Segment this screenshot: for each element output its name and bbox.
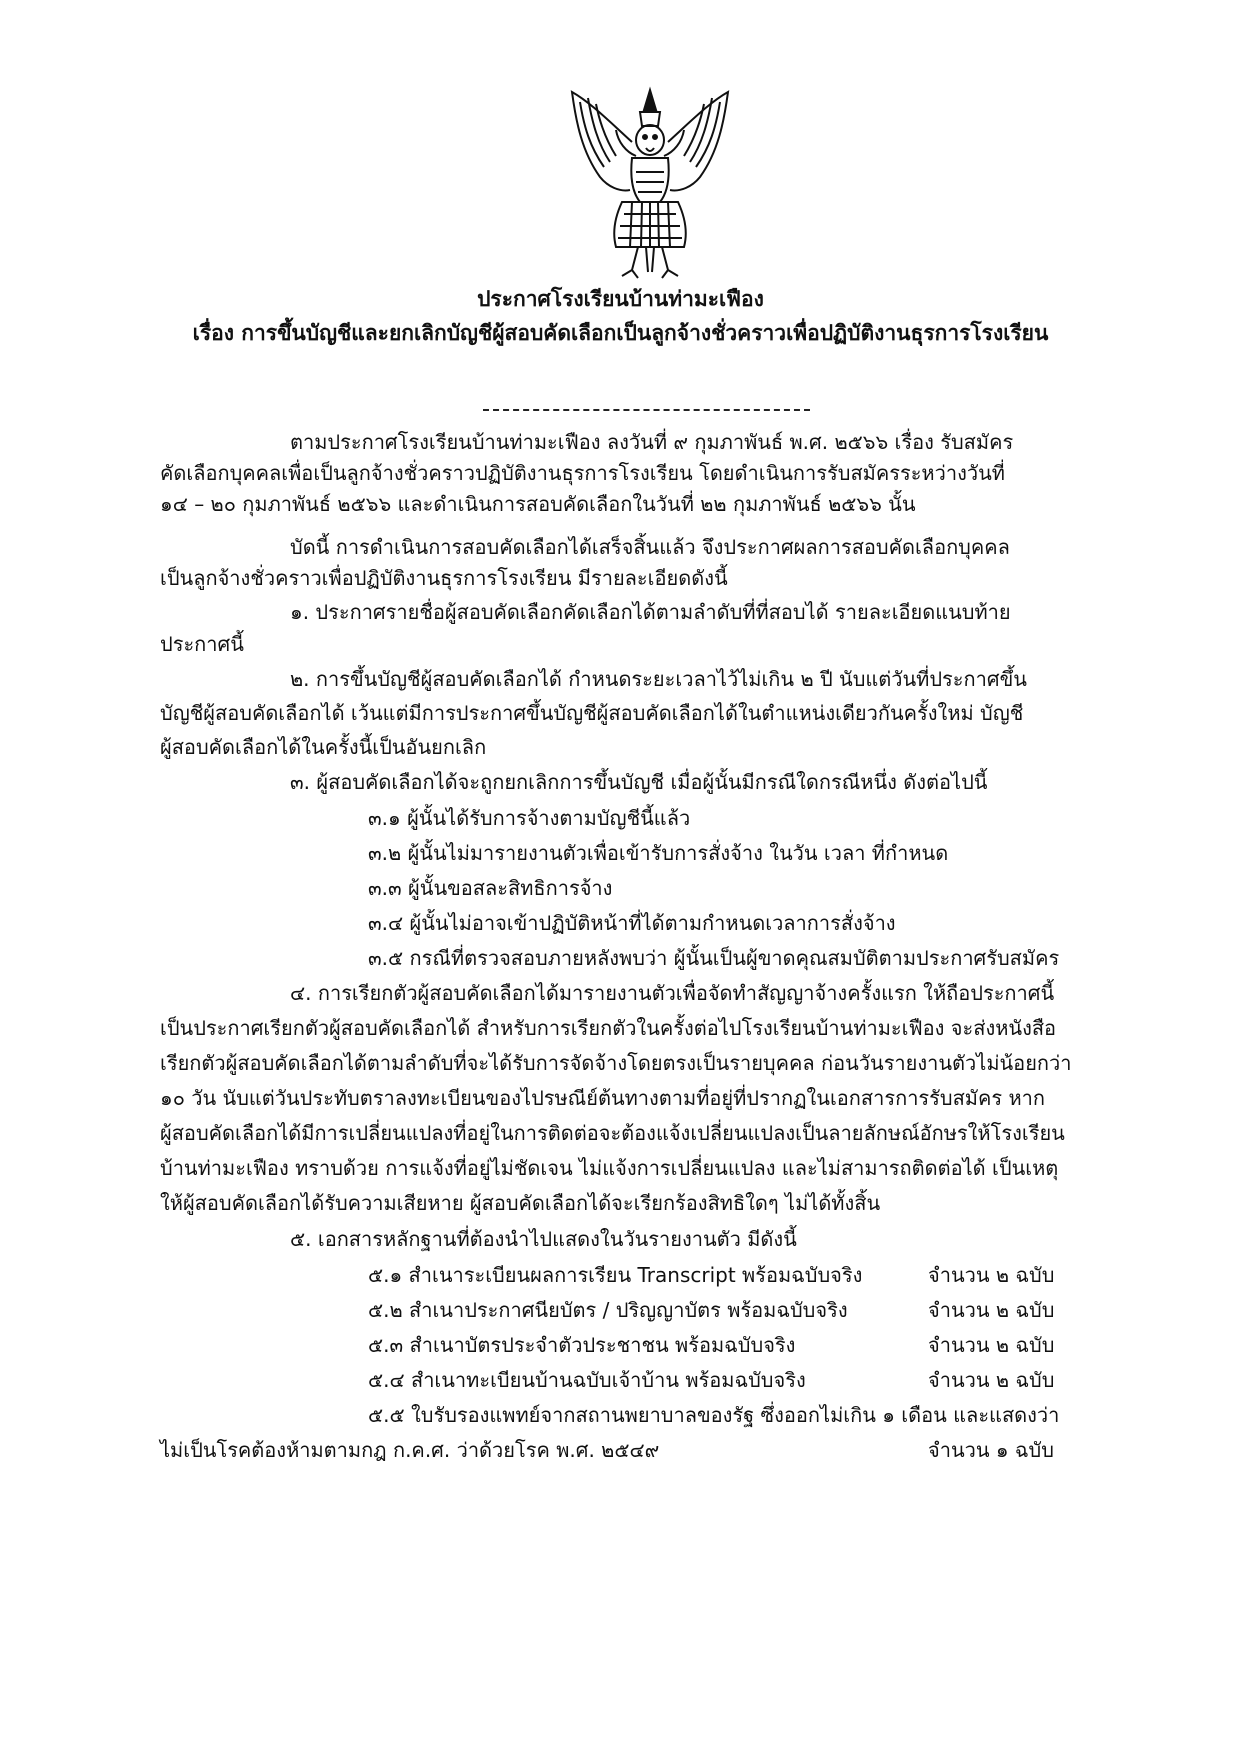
item4-line-6: บ้านท่ามะเฟือง ทราบด้วย การแจ้งที่อยู่ไม่ชัดเจน ไม่แจ้งการเปลี่ยนแปลง และไม่สามารถติดต่อได้ เป็นเหตุ [160,1156,1059,1180]
item4-line-3: เรียกตัวผู้สอบคัดเลือกได้ตามลำดับที่จะได้รับการจัดจ้างโดยตรงเป็นรายบุคคล ก่อนวันรายงานตัวไม่น้อยกว่า [160,1051,1072,1075]
item2-line-1: ๒. การขึ้นบัญชีผู้สอบคัดเลือกได้ กำหนดระยะเวลาไว้ไม่เกิน ๒ ปี นับแต่วันที่ประกาศขึ้น [290,667,1027,691]
item4-line-4: ๑๐ วัน นับแต่วันประทับตราลงทะเบียนของไปรษณีย์ต้นทางตามที่อยู่ที่ปรากฏในเอกสารการรับสมัคร หาก [160,1086,1045,1110]
doc-item-1-label: ๕.๑ สำเนาระเบียนผลการเรียน Transcript พร้อมฉบับจริง [368,1263,863,1287]
item1-line-1: ๑. ประกาศรายชื่อผู้สอบคัดเลือกคัดเลือกได้ตามลำดับที่ที่สอบได้ รายละเอียดแนบท้าย [290,600,1011,624]
intro-line-3: ๑๔ – ๒๐ กุมภาพันธ์ ๒๕๖๖ และดำเนินการสอบคัดเลือกในวันที่ ๒๒ กุมภาพันธ์ ๒๕๖๖ นั้น [160,492,916,516]
item3-line: ๓. ผู้สอบคัดเลือกได้จะถูกยกเลิกการขึ้นบัญชี เมื่อผู้นั้นมีกรณีใดกรณีหนึ่ง ดังต่อไปนี้ [290,770,988,794]
item4-line-5: ผู้สอบคัดเลือกได้มีการเปลี่ยนแปลงที่อยู่ในการติดต่อจะต้องแจ้งเปลี่ยนแปลงเป็นลายลักษณ์อักษรให้โรงเรียน [160,1121,1065,1145]
doc-item-1-amount: จำนวน ๒ ฉบับ [928,1263,1055,1287]
announce-line-1: บัดนี้ การดำเนินการสอบคัดเลือกได้เสร็จสิ้นแล้ว จึงประกาศผลการสอบคัดเลือกบุคคล [290,535,1010,559]
item5-line: ๕. เอกสารหลักฐานที่ต้องนำไปแสดงในวันรายงานตัว มีดังนี้ [290,1227,797,1251]
doc-item-5-line-2: ไม่เป็นโรคต้องห้ามตามกฎ ก.ค.ศ. ว่าด้วยโรค พ.ศ. ๒๕๔๙ [160,1438,660,1462]
document-subject: เรื่อง การขึ้นบัญชีและยกเลิกบัญชีผู้สอบคัดเลือกเป็นลูกจ้างชั่วคราวเพื่อปฏิบัติงานธุรการโรงเรียน [192,321,1049,345]
doc-item-4-amount: จำนวน ๒ ฉบับ [928,1368,1055,1392]
item4-line-7: ให้ผู้สอบคัดเลือกได้รับความเสียหาย ผู้สอบคัดเลือกได้จะเรียกร้องสิทธิใดๆ ไม่ได้ทั้งสิ้น [160,1191,881,1215]
intro-line-1: ตามประกาศโรงเรียนบ้านท่ามะเฟือง ลงวันที่ ๙ กุมภาพันธ์ พ.ศ. ๒๕๖๖ เรื่อง รับสมัคร [290,430,1014,454]
item2-line-2: บัญชีผู้สอบคัดเลือกได้ เว้นแต่มีการประกาศขึ้นบัญชีผู้สอบคัดเลือกได้ในตำแหน่งเดียวกันครั้งใหม่ บัญชี [160,701,1024,725]
item4-line-2: เป็นประกาศเรียกตัวผู้สอบคัดเลือกได้ สำหรับการเรียกตัวในครั้งต่อไปโรงเรียนบ้านท่ามะเฟือง จะส่งหนังสือ [160,1016,1057,1040]
intro-line-2: คัดเลือกบุคคลเพื่อเป็นลูกจ้างชั่วคราวปฏิบัติงานธุรการโรงเรียน โดยดำเนินการรับสมัครระหว่างวันที่ [160,461,1005,485]
item2-line-3: ผู้สอบคัดเลือกได้ในครั้งนี้เป็นอันยกเลิก [160,735,487,759]
doc-item-2-amount: จำนวน ๒ ฉบับ [928,1298,1055,1322]
item3-sub-1: ๓.๑ ผู้นั้นได้รับการจ้างตามบัญชีนี้แล้ว [368,806,691,830]
item3-sub-2: ๓.๒ ผู้นั้นไม่มารายงานตัวเพื่อเข้ารับการสั่งจ้าง ในวัน เวลา ที่กำหนด [368,841,949,865]
announce-line-2: เป็นลูกจ้างชั่วคราวเพื่อปฏิบัติงานธุรการโรงเรียน มีรายละเอียดดังนี้ [160,566,728,590]
item4-line-1: ๔. การเรียกตัวผู้สอบคัดเลือกได้มารายงานตัวเพื่อจัดทำสัญญาจ้างครั้งแรก ให้ถือประกาศนี้ [290,981,1055,1005]
doc-item-5-amount: จำนวน ๑ ฉบับ [928,1438,1054,1462]
doc-item-4-label: ๕.๔ สำเนาทะเบียนบ้านฉบับเจ้าบ้าน พร้อมฉบับจริง [368,1368,806,1392]
doc-item-3-amount: จำนวน ๒ ฉบับ [928,1333,1055,1357]
item3-sub-3: ๓.๓ ผู้นั้นขอสละสิทธิการจ้าง [368,876,613,900]
doc-item-2-label: ๕.๒ สำเนาประกาศนียบัตร / ปริญญาบัตร พร้อมฉบับจริง [368,1298,848,1322]
document-title: ประกาศโรงเรียนบ้านท่ามะเฟือง [477,287,764,311]
item1-line-2: ประกาศนี้ [160,632,244,656]
title-divider [483,409,810,411]
item3-sub-4: ๓.๔ ผู้นั้นไม่อาจเข้าปฏิบัติหน้าที่ได้ตามกำหนดเวลาการสั่งจ้าง [368,911,896,935]
garuda-emblem-icon [560,82,740,282]
doc-item-3-label: ๕.๓ สำเนาบัตรประจำตัวประชาชน พร้อมฉบับจริง [368,1333,796,1357]
doc-item-5-line-1: ๕.๕ ใบรับรองแพทย์จากสถานพยาบาลของรัฐ ซึ่งออกไม่เกิน ๑ เดือน และแสดงว่า [368,1403,1060,1427]
item3-sub-5: ๓.๕ กรณีที่ตรวจสอบภายหลังพบว่า ผู้นั้นเป็นผู้ขาดคุณสมบัติตามประกาศรับสมัคร [368,946,1060,970]
